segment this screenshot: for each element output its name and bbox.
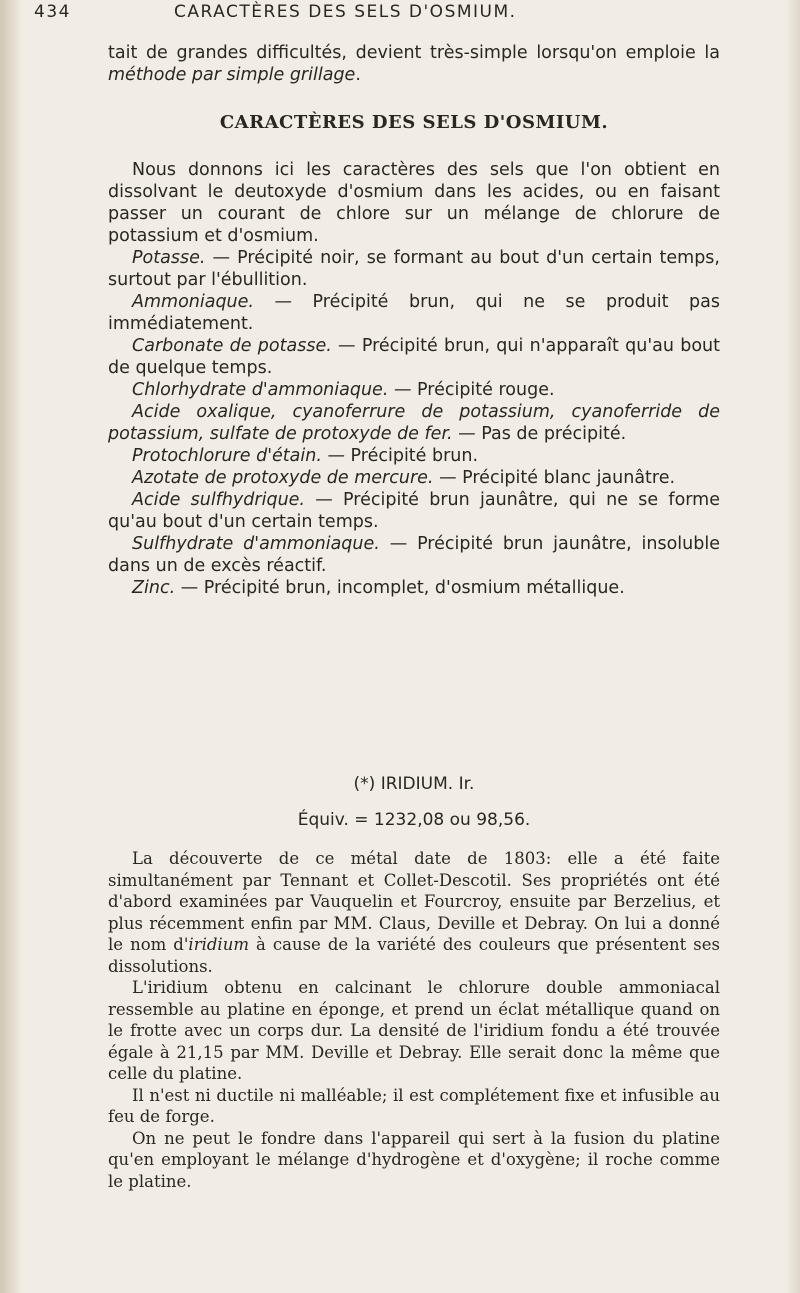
paragraph-text: On ne peut le fondre dans l'appareil qui sert à la fusion du platine qu'en employant le mélange d'hydrogène et d'oxygène; il roche comme le platine. xyxy=(108,1128,720,1191)
reaction-result: — Précipité rouge. xyxy=(388,380,555,400)
opening-paragraph: Nous donnons ici les caractères des sels que l'on obtient en dissolvant le deutoxyde d'osmium dans les acides, ou en faisant passer un courant de chlore sur un mélange de chlorure de potassium et d'osmium. xyxy=(108,160,720,246)
section-heading: CARACTÈRES DES SELS D'OSMIUM. xyxy=(219,112,609,133)
reaction-entry xyxy=(108,577,720,599)
reaction-entry xyxy=(108,445,720,467)
reaction-entry xyxy=(108,401,720,445)
intro-italic: méthode par simple grillage xyxy=(108,65,356,85)
reaction-result: — Précipité brun, qui ne se produit pas immédiatement. xyxy=(108,292,720,334)
reaction-result: — Pas de précipité. xyxy=(452,424,627,444)
reaction-entry xyxy=(108,379,720,401)
italic-term: iridium xyxy=(188,935,249,954)
iridium-equivalent: Équiv. = 1232,08 ou 98,56. xyxy=(297,810,531,830)
reagent-name: Azotate de protoxyde de mercure. xyxy=(132,468,434,488)
reagent-name: Acide sulfhydrique. xyxy=(132,490,305,510)
iridium-paragraph xyxy=(108,848,720,977)
reagent-name: Protochlorure d'étain. xyxy=(132,446,322,466)
paragraph-text: La découverte de ce métal date de 1803: elle a été faite simultanément par Tennant et Collet-Descotil. Ses propriétés ont été d'abord examinées par Vauquelin et Fourcroy, ensuite par Berzelius, et plus récemment enfin par MM. Claus, Deville et Debray. On lui a donné le nom d' xyxy=(108,849,720,954)
reagent-name: Potasse. xyxy=(132,248,206,268)
reagent-name: Zinc. xyxy=(132,578,176,598)
reaction-entry xyxy=(108,291,720,335)
reagent-name: Chlorhydrate d'ammoniaque. xyxy=(132,380,389,400)
reaction-result: — Précipité noir, se formant au bout d'un certain temps, surtout par l'ébullition. xyxy=(108,248,720,290)
reaction-result: — Précipité brun. xyxy=(321,446,479,466)
reagent-name: Ammoniaque. xyxy=(132,292,254,312)
reagent-name: Sulfhydrate d'ammoniaque. xyxy=(132,534,380,554)
page-edge-shadow xyxy=(786,0,800,1293)
running-title: CARACTÈRES DES SELS D'OSMIUM. xyxy=(174,2,517,22)
iridium-paragraph xyxy=(108,1128,720,1193)
iridium-paragraphs xyxy=(108,848,720,1192)
reaction-result: — Précipité brun jaunâtre, insoluble dans un de excès réactif. xyxy=(108,534,720,576)
paragraph-text: Il n'est ni ductile ni malléable; il est complétement fixe et infusible au feu de forge. xyxy=(108,1085,720,1126)
paragraph-text: L'iridium obtenu en calcinant le chlorure double ammoniacal ressemble au platine en éponge, et prend un éclat métallique quand on le frotte avec un corps dur. La densité de l'iridium fondu a été trouvée égale à 21,15 par MM. Deville et Debray. Elle serait donc la même que celle du platine. xyxy=(108,978,720,1083)
reaction-list xyxy=(108,247,720,599)
iridium-section xyxy=(108,774,720,1192)
reaction-result: — Précipité brun, qui n'apparaît qu'au bout de quelque temps. xyxy=(108,336,720,378)
intro-paragraph: tait de grandes difficultés, devient très-simple lorsqu'on emploie la méthode par simple grillage. xyxy=(108,43,720,85)
paragraph-text: à cause de la variété des couleurs que présentent ses dissolutions. xyxy=(108,935,720,976)
page-number: 434 xyxy=(34,2,71,22)
iridium-title: (*) IRIDIUM. Ir. xyxy=(353,774,475,794)
running-header xyxy=(34,2,734,28)
reaction-entry xyxy=(108,247,720,291)
reaction-result: — Précipité brun jaunâtre, qui ne se forme qu'au bout d'un certain temps. xyxy=(108,490,720,532)
reaction-entry xyxy=(108,467,720,489)
osmium-section xyxy=(108,42,720,599)
reaction-result: — Précipité brun, incomplet, d'osmium métallique. xyxy=(175,578,625,598)
page-spine-shadow xyxy=(0,0,22,1293)
reaction-entry xyxy=(108,533,720,577)
reaction-result: — Précipité blanc jaunâtre. xyxy=(433,468,676,488)
reaction-entry xyxy=(108,335,720,379)
reagent-name: Acide oxalique, cyanoferrure de potassium, cyanoferride de potassium, sulfate de protoxyde de fer. xyxy=(108,402,720,444)
reagent-name: Carbonate de potasse. xyxy=(132,336,332,356)
reaction-entry xyxy=(108,489,720,533)
iridium-paragraph xyxy=(108,1085,720,1128)
iridium-paragraph xyxy=(108,977,720,1085)
